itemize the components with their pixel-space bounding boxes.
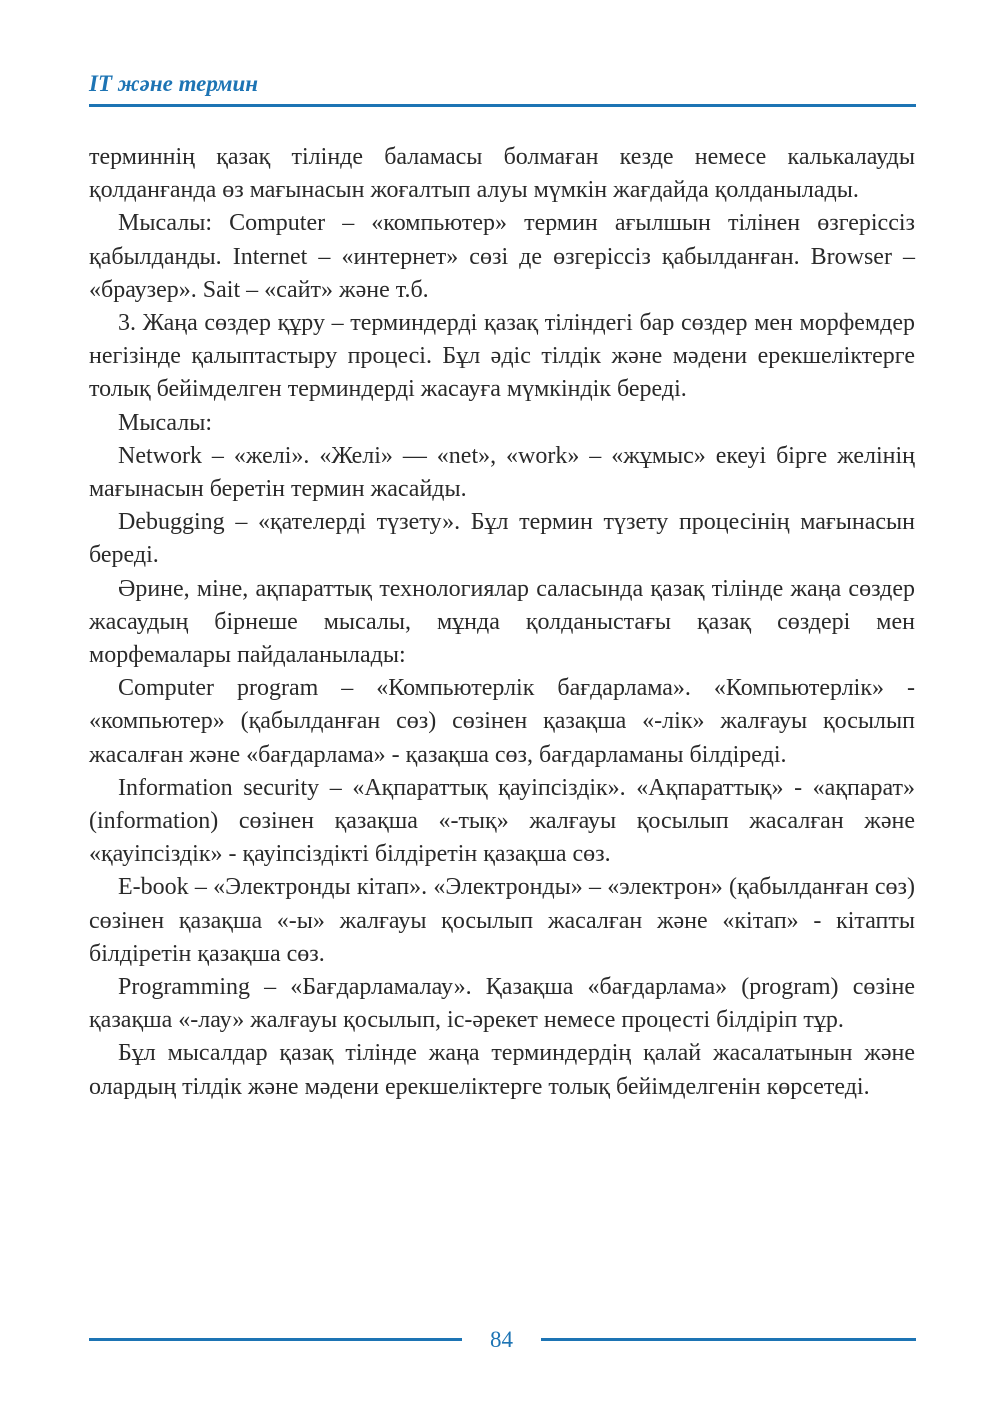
running-header-title: IT және термин (89, 71, 259, 96)
paragraph-network: Network – «желі». «Желі» — «net», «work» – «жұмыс» екеуі бірге желінің мағынасын беретін термин жасайды. (89, 442, 915, 503)
paragraph-information-security: Information security – «Ақпараттық қауіпсіздік». «Ақпараттық» - «ақпарат» (information) сөзінен қазақша «-тық» жалғауы қосылып жасалған және «қауіпсіздік» - қауіпсіздікті білдіретін қазақша сөз. (89, 774, 915, 868)
footer-rule-left (89, 1338, 462, 1341)
paragraph-e-book: E-book – «Электронды кітап». «Электронды» – «электрон» (қабылданған сөз) сөзінен қазақша «-ы» жалғауы қосылып жасалған және «кітап» - кітапты білдіретін қазақша сөз. (89, 874, 915, 967)
body-text (89, 141, 915, 1104)
footer-rule-right (541, 1338, 916, 1341)
paragraph-intro-examples: Әрине, міне, ақпараттық технологиялар саласында қазақ тілінде жаңа сөздер жасаудың бірнеше мысалы, мұнда қолданыстағы қазақ сөздері мен морфемалары пайдаланылады: (89, 575, 915, 669)
paragraph-conclusion: Бұл мысалдар қазақ тілінде жаңа терминдердің қалай жасалатынын және олардың тілдік және мәдени ерекшеліктерге толық бейімделгенін көрсетеді. (89, 1040, 915, 1100)
header-rule (89, 104, 916, 107)
paragraph-continuation: терминнің қазақ тілінде баламасы болмаған кезде немесе калькалауды қолданғанда өз мағынасын жоғалтып алуы мүмкін жағдайда қолданылады. (89, 144, 915, 204)
paragraph-example-borrowed: Мысалы: Computer – «компьютер» термин ағылшын тілінен өзгеріссіз қабылданды. Internet – «интернет» сөзі де өзгеріссіз қабылданған. Browser – «браузер». Sait – «сайт» және т.б. (89, 210, 915, 303)
paragraph-new-words: 3. Жаңа сөздер құру – терминдерді қазақ тіліндегі бар сөздер мен морфемдер негізінде қалыптастыру процесі. Бұл әдіс тілдік және мәдени ерекшеліктерге толық бейімделген терминдерді жасауға мүмкіндік береді. (89, 310, 915, 403)
page-number: 84 (490, 1327, 513, 1352)
paragraph-debugging: Debugging – «қателерді түзету». Бұл термин түзету процесінің мағынасын береді. (89, 509, 915, 569)
paragraph-computer-program: Computer program – «Компьютерлік бағдарлама». «Компьютерлік» - «компьютер» (қабылданған сөз) сөзінен қазақша «-лік» жалғауы қосылып жасалған және «бағдарлама» - қазақша сөз, бағдарламаны білдіреді. (89, 675, 915, 768)
paragraph-example-label: Мысалы: (118, 409, 213, 436)
paragraph-programming: Programming – «Бағдарламалау». Қазақша «бағдарлама» (program) сөзіне қазақша «-лау» жалғауы қосылып, іс-әрекет немесе процесті білдіріп тұр. (89, 974, 915, 1034)
